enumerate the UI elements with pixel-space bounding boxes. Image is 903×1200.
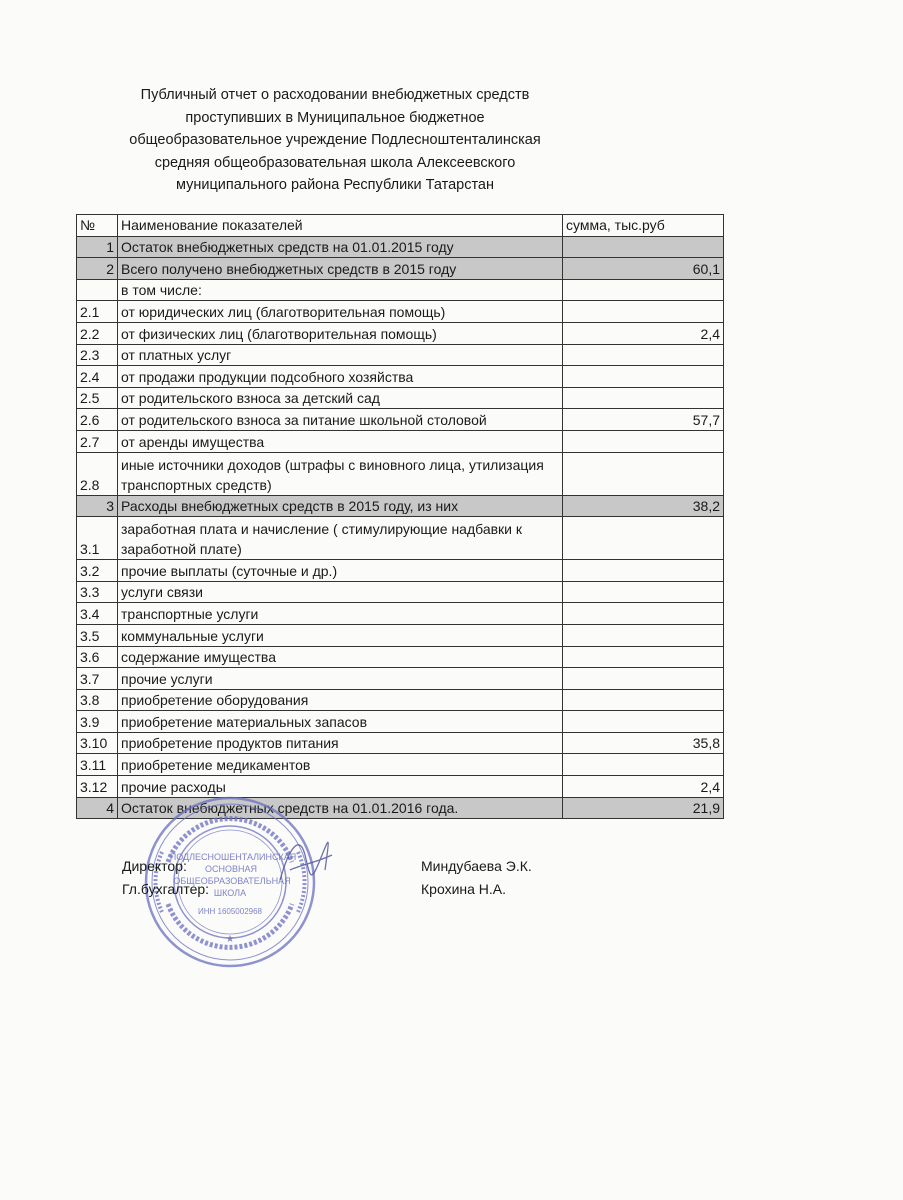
row-sum: 21,9 [563,797,724,819]
row-number: 2.2 [77,322,118,344]
row-name: содержание имущества [118,646,563,668]
accountant-name: Крохина Н.А. [421,881,507,897]
table-row [77,732,724,754]
row-name: от родительского взноса за детский сад [118,387,563,409]
row-sum [563,236,724,258]
row-sum [563,517,724,560]
row-number: 2.6 [77,409,118,431]
row-number: 2.3 [77,344,118,366]
row-name: прочие расходы [118,776,563,798]
table-row [77,517,724,560]
row-number: 2.4 [77,366,118,388]
row-sum [563,754,724,776]
table-row [77,301,724,323]
table-row [77,581,724,603]
row-number: 3.11 [77,754,118,776]
row-number [77,279,118,301]
table-row [77,603,724,625]
row-sum [563,452,724,495]
row-name: услуги связи [118,581,563,603]
row-number: 2.5 [77,387,118,409]
stamp-line: ОБЩЕОБРАЗОВАТЕЛЬНАЯ [173,876,291,886]
stamp-star-icon: ★ [225,934,235,945]
row-name: от родительского взноса за питание школьной столовой [118,409,563,431]
stamp-inn: ИНН 1605002968 [197,907,263,916]
row-number: 3.1 [77,517,118,560]
row-name: коммунальные услуги [118,624,563,646]
stamp-line: ОСНОВНАЯ [204,864,258,874]
row-sum [563,689,724,711]
row-name: от физических лиц (благотворительная помощь) [118,322,563,344]
row-sum [563,387,724,409]
row-number: 3.12 [77,776,118,798]
stamp-line: ПОДЛЕСНОШЕНТАЛИНСКАЯ [169,852,297,862]
row-name: от аренды имущества [118,430,563,452]
row-name: приобретение медикаментов [118,754,563,776]
accountant-label: Гл.бухгалтер: [122,881,210,897]
title-line: общеобразовательное учреждение Подлесноштенталинская [129,132,541,148]
header-indicator-name: Наименование показателей [118,215,563,237]
table-row [77,646,724,668]
row-sum [563,430,724,452]
row-sum [563,581,724,603]
table-row [77,258,724,280]
header-number: № [77,215,118,237]
director-label: Директор: [122,858,187,874]
table-row [77,344,724,366]
row-name: от юридических лиц (благотворительная помощь) [118,301,563,323]
row-sum [563,560,724,582]
row-number: 3.6 [77,646,118,668]
row-number: 1 [77,236,118,258]
row-number: 2.7 [77,430,118,452]
row-name: приобретение продуктов питания [118,732,563,754]
row-number: 3.3 [77,581,118,603]
row-name: заработная плата и начисление ( стимулирующие надбавки к заработной плате) [118,517,563,560]
row-name: от платных услуг [118,344,563,366]
row-sum [563,366,724,388]
row-number: 3.4 [77,603,118,625]
title-line: проступивших в Муниципальное бюджетное [185,109,485,126]
row-sum: 2,4 [563,322,724,344]
title-line: Публичный отчет о расходовании внебюджетных средств [140,87,530,103]
row-number: 2.8 [77,452,118,495]
table-row [77,430,724,452]
row-name: транспортные услуги [118,603,563,625]
row-name: в том числе: [118,279,563,301]
report-title [100,84,570,197]
table-row [77,279,724,301]
title-line: муниципального района Республики Татарстан [175,177,494,193]
row-name: прочие выплаты (суточные и др.) [118,560,563,582]
title-line: средняя общеобразовательная школа Алексеевского [154,154,516,171]
table-row [77,689,724,711]
table-row [77,366,724,388]
row-name: от продажи продукции подсобного хозяйства [118,366,563,388]
expense-report-table [76,214,724,819]
director-name: Миндубаева Э.К. [421,858,532,874]
row-sum: 60,1 [563,258,724,280]
row-name: иные источники доходов (штрафы с виновного лица, утилизация транспортных средств) [118,452,563,495]
row-name: приобретение материальных запасов [118,711,563,733]
table-row [77,322,724,344]
row-sum [563,344,724,366]
row-name: Расходы внебюджетных средств в 2015 году, из них [118,495,563,517]
director-signature-icon [270,825,340,895]
row-sum: 38,2 [563,495,724,517]
row-number: 2 [77,258,118,280]
row-number: 3.2 [77,560,118,582]
table-row [77,560,724,582]
row-sum [563,646,724,668]
row-number: 2.1 [77,301,118,323]
row-number: 3 [77,495,118,517]
table-row [77,236,724,258]
row-sum [563,624,724,646]
table-row [77,711,724,733]
table-row [77,409,724,431]
row-number: 3.9 [77,711,118,733]
row-sum [563,668,724,690]
table-row [77,754,724,776]
row-sum [563,301,724,323]
row-name: Всего получено внебюджетных средств в 2015 году [118,258,563,280]
row-name: Остаток внебюджетных средств на 01.01.2016 года. [118,797,563,819]
row-number: 4 [77,797,118,819]
table-row [77,387,724,409]
row-number: 3.10 [77,732,118,754]
row-sum [563,279,724,301]
row-sum: 57,7 [563,409,724,431]
row-name: прочие услуги [118,668,563,690]
table-row [77,495,724,517]
row-name: Остаток внебюджетных средств на 01.01.2015 году [118,236,563,258]
table-row [77,452,724,495]
row-number: 3.5 [77,624,118,646]
row-sum [563,711,724,733]
row-sum: 35,8 [563,732,724,754]
stamp-line: ШКОЛА [213,888,247,898]
row-sum: 2,4 [563,776,724,798]
table-row [77,624,724,646]
header-sum: сумма, тыс.руб [563,215,724,237]
row-number: 3.7 [77,668,118,690]
row-number: 3.8 [77,689,118,711]
row-name: приобретение оборудования [118,689,563,711]
table-row [77,668,724,690]
table-header-row [77,215,724,237]
row-sum [563,603,724,625]
